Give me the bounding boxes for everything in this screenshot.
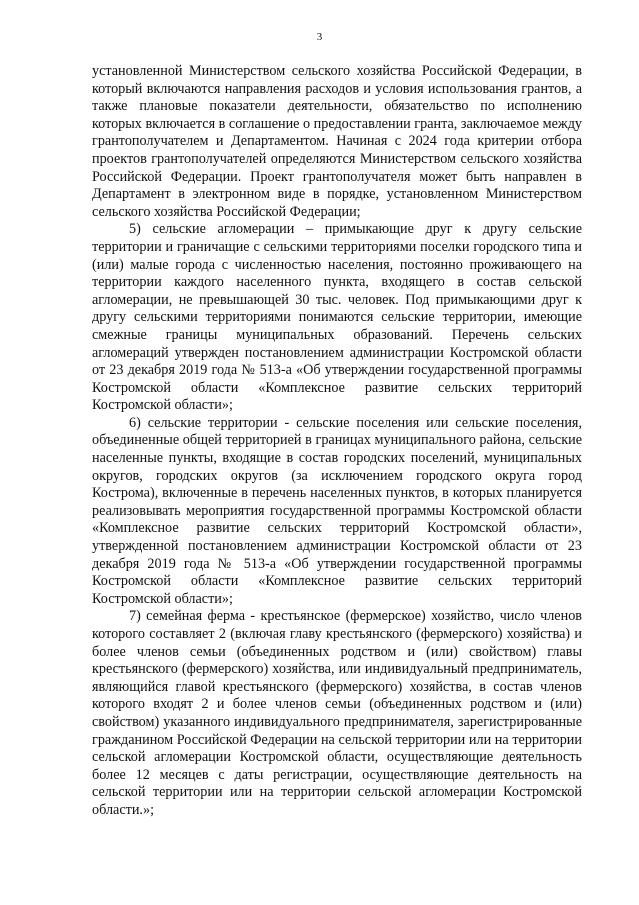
- document-body: [92, 63, 582, 820]
- paragraph-item-6-rural-territories: 6) сельские территории - сельские поселения или сельские поселения, объединенные общей территорией в границах муниципального района, сельские населенные пункты, входящие в состав городских поселений, муниципальных округов, городских округов (за исключением городского округа город Кострома), включенные в перечень населенных пунктов, в которых планируется реализовывать мероприятия государственной программы Костромской области «Комплексное развитие сельских территорий Костромской области», утвержденной постановлением администрации Костромской области от 23 декабря 2019 года № 513-а «Об утверждении государственной программы Костромской области «Комплексное развитие сельских территорий Костромской области»;: [92, 414, 582, 607]
- paragraph-item-5-rural-agglomerations: 5) сельские агломерации – примыкающие друг к другу сельские территории и граничащие с сельскими территориями поселки городского типа и (или) малые города с численностью населения, постоянно проживающего на территории каждого населенного пункта, входящего в состав сельской агломерации, не превышающей 30 тыс. человек. Под примыкающими друг к другу сельскими территориями понимаются сельские территории, имеющие смежные границы муниципальных образований. Перечень сельских агломераций утвержден постановлением администрации Костромской области от 23 декабря 2019 года № 513-а «Об утверждении государственной программы Костромской области «Комплексное развитие сельских территорий Костромской области»;: [92, 221, 582, 414]
- page-number: 3: [316, 31, 323, 43]
- paragraph-grant-program-continuation: установленной Министерством сельского хозяйства Российской Федерации, в который включаются направления расходов и условия использования грантов, а также плановые показатели деятельности, обязательство по исполнению которых включается в соглашение о предоставлении гранта, заключаемое между грантополучателем и Департаментом. Начиная с 2024 года критерии отбора проектов грантополучателей определяются Министерством сельского хозяйства Российской Федерации. Проект грантополучателя может быть направлен в Департамент в электронном виде в порядке, установленном Министерством сельского хозяйства Российской Федерации;: [92, 63, 583, 220]
- paragraph-item-7-family-farm: 7) семейная ферма - крестьянское (фермерское) хозяйство, число членов которого составляет 2 (включая главу крестьянского (фермерского) хозяйства) и более членов семьи (объединенных родством и (или) свойством) главы крестьянского (фермерского) хозяйства, или индивидуальный предприниматель, являющийся главой крестьянского (фермерского) хозяйства, в состав членов которого входят 2 и более членов семьи (объединенных родством и (или) свойством) указанного индивидуального предпринимателя, зарегистрированные гражданином Российской Федерации на сельской территории или на территории сельской агломерации Костромской области, осуществляющие деятельность более 12 месяцев с даты регистрации, осуществляющие деятельность на сельской территории или на территории сельской агломерации Костромской области.»;: [92, 608, 582, 818]
